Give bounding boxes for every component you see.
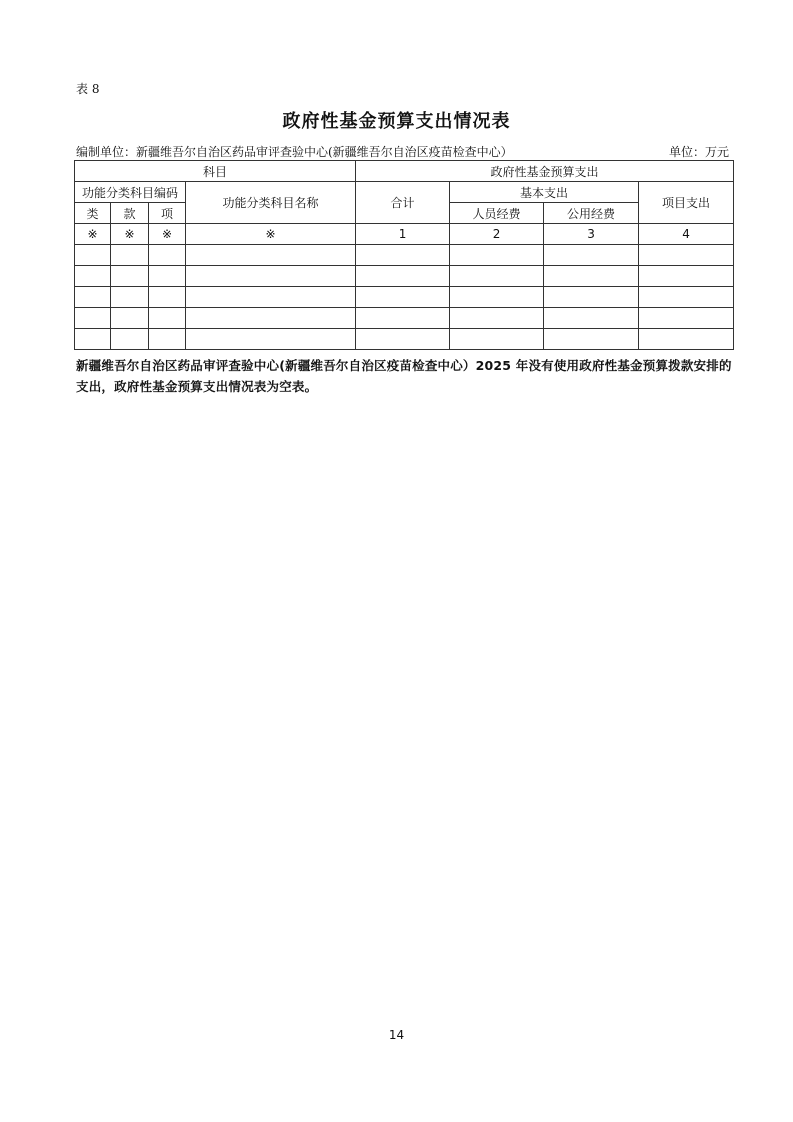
empty-cell bbox=[450, 245, 544, 266]
compiler-unit: 编制单位：新疆维吾尔自治区药品审评查验中心(新疆维吾尔自治区疫苗检查中心） bbox=[76, 145, 513, 159]
empty-cell bbox=[75, 245, 111, 266]
empty-cell bbox=[111, 308, 149, 329]
empty-cell bbox=[149, 329, 186, 350]
empty-cell bbox=[450, 287, 544, 308]
empty-cell bbox=[75, 329, 111, 350]
header-func-class-code: 功能分类科目编码 bbox=[75, 182, 186, 203]
empty-cell bbox=[186, 266, 356, 287]
empty-cell bbox=[639, 266, 734, 287]
empty-cell bbox=[186, 287, 356, 308]
empty-cell bbox=[75, 266, 111, 287]
empty-cell bbox=[356, 245, 450, 266]
page-number: 14 bbox=[388, 1028, 405, 1042]
empty-cell bbox=[75, 308, 111, 329]
empty-cell bbox=[111, 287, 149, 308]
empty-cell bbox=[186, 329, 356, 350]
header-project-expenditure: 项目支出 bbox=[639, 182, 734, 224]
empty-cell bbox=[356, 308, 450, 329]
empty-cell bbox=[149, 287, 186, 308]
empty-cell bbox=[544, 266, 639, 287]
index-cell: 3 bbox=[544, 224, 639, 245]
header-total: 合计 bbox=[356, 182, 450, 224]
table-row bbox=[75, 329, 734, 350]
empty-cell bbox=[149, 266, 186, 287]
index-row bbox=[75, 224, 734, 245]
header-personnel: 人员经费 bbox=[450, 203, 544, 224]
header-category: 类 bbox=[75, 203, 111, 224]
empty-cell bbox=[356, 329, 450, 350]
empty-cell bbox=[356, 287, 450, 308]
header-public: 公用经费 bbox=[544, 203, 639, 224]
header-func-class-name: 功能分类科目名称 bbox=[186, 182, 356, 224]
empty-cell bbox=[639, 308, 734, 329]
header-basic-expenditure: 基本支出 bbox=[450, 182, 639, 203]
header-item: 项 bbox=[149, 203, 186, 224]
empty-cell bbox=[544, 245, 639, 266]
index-cell: ※ bbox=[149, 224, 186, 245]
page-title: 政府性基金预算支出情况表 bbox=[282, 111, 511, 132]
empty-cell bbox=[75, 287, 111, 308]
index-cell: 1 bbox=[356, 224, 450, 245]
empty-cell bbox=[544, 308, 639, 329]
empty-table-note: 新疆维吾尔自治区药品审评查验中心(新疆维吾尔自治区疫苗检查中心）2025 年没有使用政府性基金预算拨款安排的支出，政府性基金预算支出情况表为空表。 bbox=[76, 358, 732, 394]
empty-cell bbox=[450, 308, 544, 329]
empty-cell bbox=[639, 287, 734, 308]
table-label: 表 8 bbox=[76, 82, 100, 96]
table-row bbox=[75, 266, 734, 287]
empty-cell bbox=[544, 287, 639, 308]
empty-cell bbox=[186, 308, 356, 329]
empty-cell bbox=[450, 266, 544, 287]
empty-cell bbox=[111, 329, 149, 350]
table-row bbox=[75, 308, 734, 329]
empty-cell bbox=[639, 245, 734, 266]
empty-cell bbox=[639, 329, 734, 350]
index-cell: 4 bbox=[639, 224, 734, 245]
table-row bbox=[75, 287, 734, 308]
budget-table bbox=[74, 160, 734, 350]
empty-cell bbox=[149, 308, 186, 329]
empty-cell bbox=[111, 245, 149, 266]
empty-cell bbox=[111, 266, 149, 287]
index-cell: ※ bbox=[186, 224, 356, 245]
empty-cell bbox=[186, 245, 356, 266]
empty-cell bbox=[356, 266, 450, 287]
index-cell: ※ bbox=[75, 224, 111, 245]
index-cell: ※ bbox=[111, 224, 149, 245]
table-row bbox=[75, 245, 734, 266]
header-section: 款 bbox=[111, 203, 149, 224]
header-gov-fund-expenditure: 政府性基金预算支出 bbox=[356, 161, 734, 182]
empty-rows bbox=[75, 245, 734, 350]
header-subject: 科目 bbox=[75, 161, 356, 182]
empty-cell bbox=[450, 329, 544, 350]
empty-cell bbox=[544, 329, 639, 350]
index-cell: 2 bbox=[450, 224, 544, 245]
currency-unit: 单位：万元 bbox=[668, 145, 729, 159]
empty-cell bbox=[149, 245, 186, 266]
